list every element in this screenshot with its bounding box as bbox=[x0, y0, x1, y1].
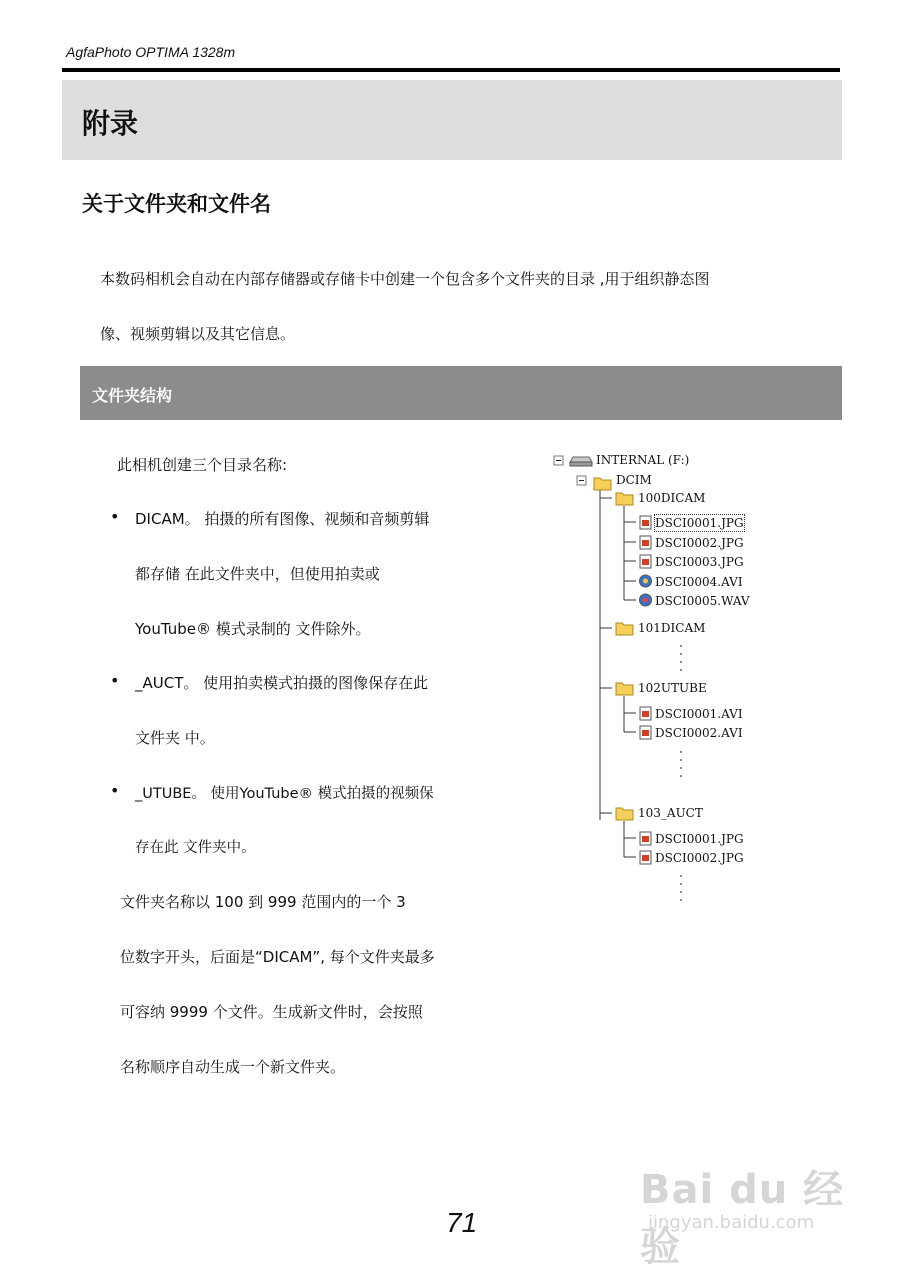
subsection-band bbox=[80, 366, 842, 420]
drive-icon bbox=[570, 457, 592, 466]
tree-node-file: DSCI0002.AVI bbox=[655, 726, 743, 740]
paragraph-line: 名称顺序自动生成一个新文件夹。 bbox=[120, 1058, 346, 1076]
bullet-dot: • bbox=[110, 507, 120, 526]
watermark-url: jingyan.baidu.com bbox=[648, 1212, 815, 1233]
bullet-line: YouTube® 模式录制的 文件除外。 bbox=[135, 620, 371, 638]
page-number: 71 bbox=[446, 1207, 478, 1238]
section-title: 关于文件夹和文件名 bbox=[82, 192, 271, 216]
tree-node-file: DSCI0005.WAV bbox=[655, 594, 750, 608]
document-header-title: AgfaPhoto OPTIMA 1328m bbox=[66, 44, 236, 60]
tree-node-folder: 100DICAM bbox=[638, 491, 706, 505]
subsection-title: 文件夹结构 bbox=[92, 386, 173, 405]
tree-node-folder: 102UTUBE bbox=[638, 681, 707, 695]
bullet-dot: • bbox=[110, 781, 120, 800]
paragraph-line: 可容纳 9999 个文件。生成新文件时，会按照 bbox=[120, 1003, 423, 1021]
folder-tree-figure bbox=[540, 448, 765, 918]
intro-paragraph bbox=[100, 252, 845, 362]
bullet-line: 存在此 文件夹中。 bbox=[135, 840, 256, 856]
tree-node-file: DSCI0001.JPG bbox=[655, 516, 744, 530]
bullet-dot: • bbox=[110, 671, 120, 690]
tree-node-dcim: DCIM bbox=[616, 473, 652, 487]
bullet-line: 文件夹 中。 bbox=[135, 729, 215, 747]
baidu-watermark bbox=[640, 1150, 850, 1270]
paragraph-line: 位数字开头，后面是“DICAM”, 每个文件夹最多 bbox=[120, 948, 435, 966]
watermark-brand: Bai du 经验 bbox=[640, 1167, 845, 1270]
tree-node-folder: 103_AUCT bbox=[638, 806, 703, 820]
lead-text: 此相机创建三个目录名称: bbox=[117, 456, 288, 474]
tree-node-root: INTERNAL (F:) bbox=[596, 453, 690, 467]
tree-node-file: DSCI0004.AVI bbox=[655, 575, 743, 589]
tree-node-file: DSCI0002.JPG bbox=[655, 536, 744, 550]
intro-line: 本数码相机会自动在内部存储器或存储卡中创建一个包含多个文件夹的目录 ,用于组织静态图 bbox=[100, 270, 710, 288]
chapter-band bbox=[62, 80, 842, 160]
bullet-line: DICAM。 拍摄的所有图像、视频和音频剪辑 bbox=[135, 510, 430, 528]
tree-node-folder: 101DICAM bbox=[638, 621, 706, 635]
tree-node-file: DSCI0003.JPG bbox=[655, 555, 744, 569]
bullet-line: _UTUBE。 使用YouTube® 模式拍摄的视频保 bbox=[135, 786, 434, 802]
paragraph-line: 文件夹名称以 100 到 999 范围内的一个 3 bbox=[120, 893, 406, 911]
intro-line: 像、视频剪辑以及其它信息。 bbox=[100, 325, 296, 343]
tree-node-file: DSCI0001.JPG bbox=[655, 832, 744, 846]
bullet-line: 都存储 在此文件夹中，但使用拍卖或 bbox=[135, 565, 380, 583]
bullet-line: _AUCT。 使用拍卖模式拍摄的图像保存在此 bbox=[135, 674, 429, 692]
tree-node-file: DSCI0002.JPG bbox=[655, 851, 744, 865]
tree-node-file: DSCI0001.AVI bbox=[655, 707, 743, 721]
header-rule bbox=[62, 68, 840, 72]
chapter-title: 附录 bbox=[82, 107, 139, 140]
